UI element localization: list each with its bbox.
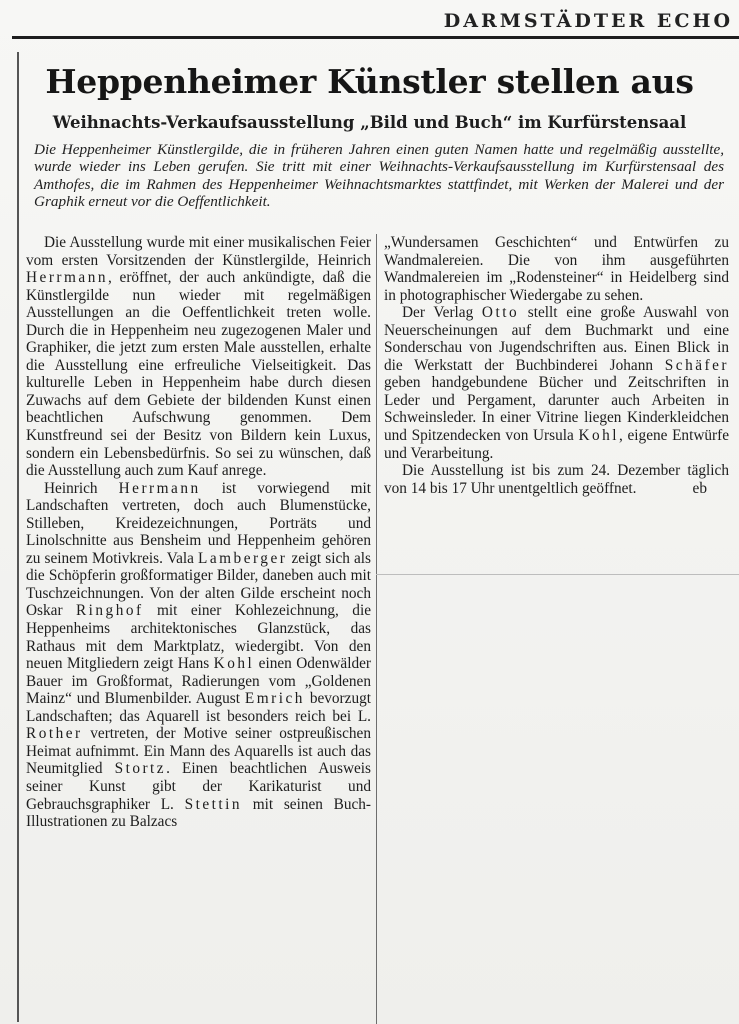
artist-name: Emrich <box>244 690 305 708</box>
artist-name: Stettin <box>184 795 243 813</box>
artist-name: Ringhof <box>75 602 144 620</box>
article-headline: Heppenheimer Künstler stellen aus <box>45 62 694 101</box>
artist-name: Lamberger <box>198 549 288 567</box>
artist-name: Herrmann <box>26 269 109 287</box>
right-column-end-rule <box>376 574 739 575</box>
artist-name: Rother <box>26 725 83 743</box>
left-column <box>26 234 371 831</box>
article-lead: Die Heppenheimer Künstlergilde, die in früheren Jahren einen guten Namen hatte und regelmäßig ausstellte, wurde wieder ins Leben gerufen. Sie tritt mit einer Weihnachts-Verkaufsausstellung im Kurfürstensaal des Amthofes, die im Rahmen des Heppenheimer Weihnachtsmarktes stattfindet, mit Werken der Malerei und der Graphik erneut vor die Oeffentlichkeit. <box>34 141 724 211</box>
masthead: DARMSTÄDTER ECHO <box>443 10 733 32</box>
artist-name: Kohl <box>578 427 620 445</box>
author-signature: eb <box>692 479 707 497</box>
right-paragraph-1: „Wundersamen Geschichten“ und Entwürfen zu Wandmalereien. Die von ihm ausgeführten Wandmalereien im „Rodensteiner“ in Heidelberg sind in photographischer Wiedergabe zu sehen. <box>384 234 729 304</box>
masthead-rule <box>12 36 739 39</box>
bookbinder-name: Schäfer <box>664 356 729 374</box>
publisher-name: Otto <box>481 304 520 322</box>
artist-name: Herrmann <box>118 479 201 497</box>
left-paragraph-1: Die Ausstellung wurde mit einer musikalischen Feier vom ersten Vorsitzenden der Künstlergilde, Heinrich Herrmann, eröffnet, der auch ankündigte, daß die Künstlergilde nun wieder mit regelmäßigen Ausstellungen an die Oeffentlichkeit treten wolle. Durch die in Heppenheim neu zugezogenen Maler und Graphiker, die jetzt zum ersten Male ausstellen, erhalte die Ausstellung eine erfreuliche Vielseitigkeit. Das kulturelle Leben in Heppenheim habe durch diesen Zuwachs auf dem Gebiete der bildenden Kunst einen beachtlichen Aufschwung genommen. Dem Kunstfreund sei der Besitz von Bildern kein Luxus, sondern ein Lebensbedürfnis. So sei zu wünschen, daß die Ausstellung auch zum Kauf anrege. <box>26 234 371 480</box>
left-paragraph-2: Heinrich Herrmann ist vorwiegend mit Landschaften vertreten, doch auch Blumenstücke, Stilleben, Kreidezeichnungen, Porträts und Linolschnitte aus Bensheim und Heppenheim gehören zu seinem Motivkreis. Vala Lamberger zeigt sich als die Schöpferin großformatiger Bilder, daneben auch mit Tuschzeichnungen. Von der alten Gilde erscheint noch Oskar Ringhof mit einer Kohlezeichnung, die Heppenheims architektonisches Glanzstück, das Rathaus mit dem Marktplatz, wiedergibt. Von den neuen Mitgliedern zeigt Hans Kohl einen Odenwälder Bauer im Großformat, Radierungen vom „Goldenen Mainz“ und Blumenbilder. August Emrich bevorzugt Landschaften; das Aquarell ist besonders reich bei L. Rother vertreten, der Motive seiner ostpreußischen Heimat aufnimmt. Ein Mann des Aquarells ist auch das Neumitglied Stortz. Einen beachtlichen Ausweis seiner Kunst gibt der Karikaturist und Gebrauchsgraphiker L. Stettin mit seinen Buch-Illustrationen zu Balzacs <box>26 479 371 831</box>
clipping-left-border <box>17 52 19 1022</box>
right-paragraph-3: Die Ausstellung ist bis zum 24. Dezember täglich von 14 bis 17 Uhr unentgeltlich geöffnet. eb <box>384 462 729 497</box>
article-subheadline: Weihnachts-Verkaufsausstellung „Bild und Buch“ im Kurfürstensaal <box>52 113 687 132</box>
right-column <box>384 234 729 497</box>
artist-name: Stortz <box>114 760 167 778</box>
column-divider <box>376 234 377 1024</box>
right-paragraph-2: Der Verlag Otto stellt eine große Auswahl von Neuerscheinungen auf dem Buchmarkt und eine Sonderschau von Jugendschriften aus. Einen Blick in die Werkstatt der Buchbinderei Johann Schäfer geben handgebundene Bücher und Zeitschriften in Leder und Pergament, darunter auch Arbeiten in Schweinsleder. In einer Vitrine liegen Kinderkleidchen und Spitzendecken von Ursula Kohl, eigene Entwürfe und Verarbeitung. <box>384 304 729 462</box>
artist-name: Kohl <box>213 655 255 673</box>
